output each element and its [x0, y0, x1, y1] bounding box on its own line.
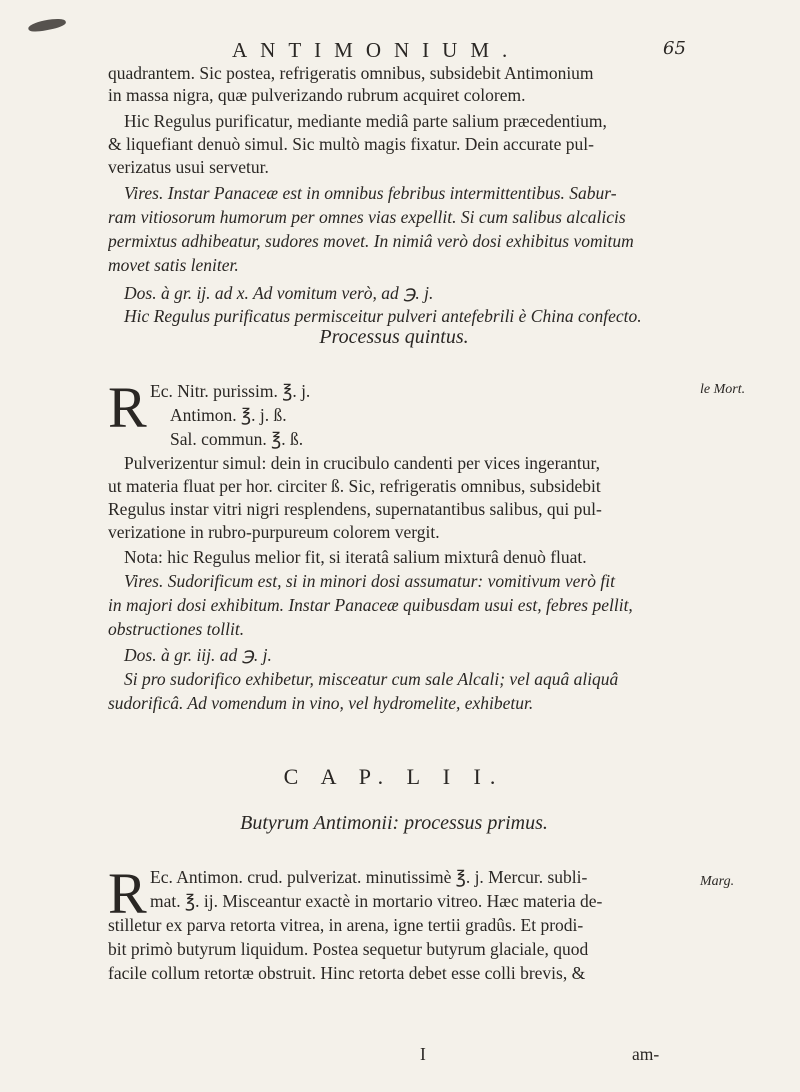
text-line: Regulus instar vitri nigri resplendens, supernatantibus salibus, qui pul-	[108, 499, 602, 519]
text-line: Vires. Sudorificum est, si in minori dosi assumatur: vomitivum verò fit	[124, 571, 615, 591]
text-line: Hic Regulus purificatus permisceitur pulveri antefebrili è China confecto.	[124, 306, 642, 326]
text-line: in majori dosi exhibitum. Instar Panaceæ quibusdam usui est, febres pellit,	[108, 595, 633, 615]
chapter-number: C A P. L I I.	[283, 764, 505, 789]
text-line: Hic Regulus purificatur, mediante mediâ parte salium præcedentium,	[124, 111, 607, 131]
text-line: Ec. Antimon. crud. pulverizat. minutissimè ℥. j. Mercur. subli-	[150, 867, 588, 887]
text-line: Antimon. ℥. j. ß.	[170, 405, 287, 425]
text-line: facile collum retortæ obstruit. Hinc retorta debet esse colli brevis, &	[108, 963, 586, 983]
text-line: Vires. Instar Panaceæ est in omnibus febribus intermittentibus. Sabur-	[124, 183, 617, 203]
text-line: ram vitiosorum humorum per omnes vias expellit. Si cum salibus alcalicis	[108, 207, 626, 227]
signature-mark: I	[420, 1044, 426, 1064]
text-line: sudorificâ. Ad vomendum in vino, vel hydromelite, exhibetur.	[108, 693, 534, 713]
catchword: am-	[632, 1044, 660, 1064]
text-line: Sal. commun. ℥. ß.	[170, 429, 304, 449]
text-line: mat. ℥. ij. Misceantur exactè in mortario vitreo. Hæc materia de-	[150, 891, 603, 911]
running-title: ANTIMONIUM.	[232, 38, 521, 62]
text-line: verizatione in rubro-purpureum colorem vergit.	[108, 522, 440, 542]
text-line: bit primò butyrum liquidum. Postea sequetur butyrum glaciale, quod	[108, 939, 589, 959]
text-line: stilletur ex parva retorta vitrea, in arena, igne tertii gradûs. Et prodi-	[108, 915, 584, 935]
drop-cap: R	[108, 861, 147, 926]
text-line: Ec. Nitr. purissim. ℥. j.	[150, 381, 311, 401]
margin-note-1: le Mort.	[700, 382, 746, 397]
text-line: ut materia fluat per hor. circiter ß. Sic, refrigeratis omnibus, subsidebit	[108, 476, 601, 496]
text-line: & liquefiant denuò simul. Sic multò magis fixatur. Dein accurate pul-	[108, 134, 595, 154]
process-title: Processus quintus.	[319, 326, 469, 348]
text-line: in massa nigra, quæ pulverizando rubrum acquiret colorem.	[108, 85, 526, 105]
text-line: Nota: hic Regulus melior fit, si iteratâ salium mixturâ denuò fluat.	[124, 547, 587, 567]
text-line: Dos. à gr. iij. ad ℈. j.	[124, 645, 272, 665]
text-line: movet satis leniter.	[108, 255, 239, 275]
margin-note-2: Marg.	[700, 874, 735, 889]
text-line: verizatus usui servetur.	[108, 157, 269, 177]
text-line: Dos. à gr. ij. ad x. Ad vomitum verò, ad ℈. j.	[124, 283, 434, 303]
drop-cap: R	[108, 375, 147, 440]
page-number: 65	[663, 38, 686, 59]
text-line: obstructiones tollit.	[108, 619, 245, 639]
ink-blot	[27, 16, 66, 34]
text-line: Si pro sudorifico exhibetur, misceatur cum sale Alcali; vel aquâ aliquâ	[124, 669, 619, 689]
text-line: Pulverizentur simul: dein in crucibulo candenti per vices ingerantur,	[124, 453, 601, 473]
chapter-title: Butyrum Antimonii: processus primus.	[240, 812, 548, 834]
text-line: quadrantem. Sic postea, refrigeratis omnibus, subsidebit Antimonium	[108, 63, 594, 83]
text-line: permixtus adhibeatur, sudores movet. In nimiâ verò dosi exhibitus vomitum	[108, 231, 634, 251]
